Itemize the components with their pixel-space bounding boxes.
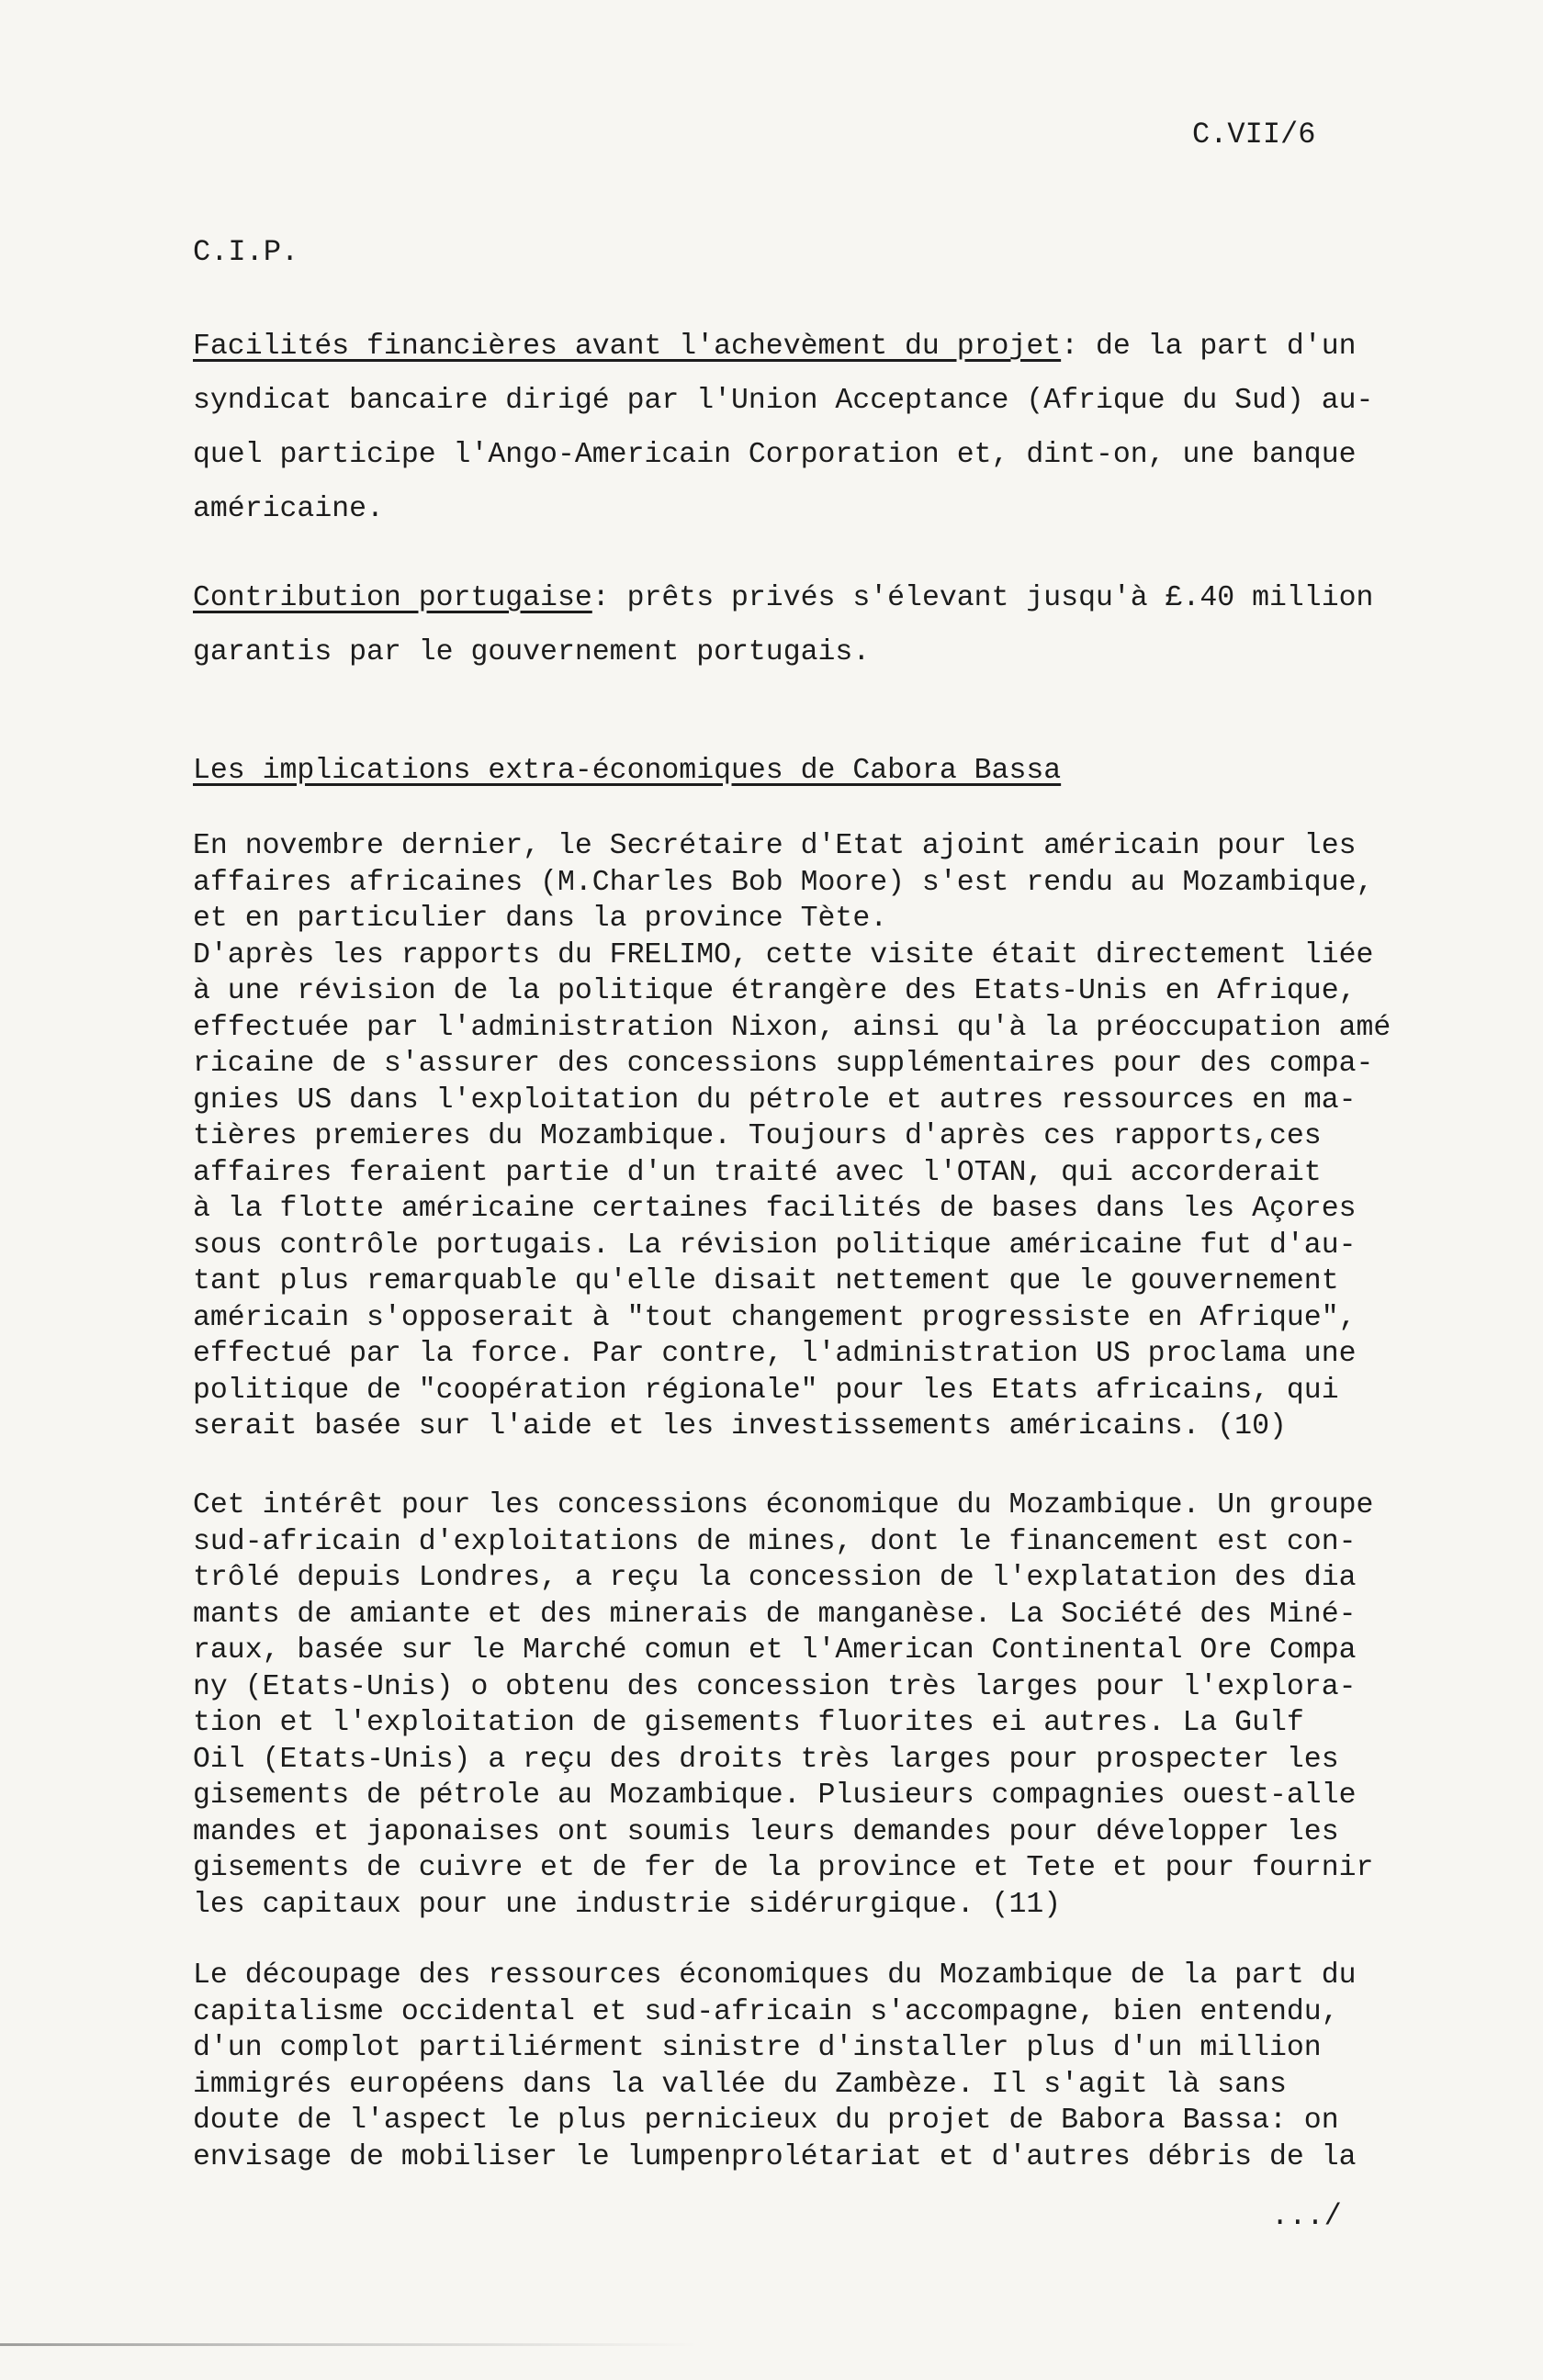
text-line: politique de "coopération régionale" pour les Etats africains, qui (193, 1374, 1339, 1407)
paragraph-1 (193, 828, 1460, 1445)
text-line: mandes et japonaises ont soumis leurs demandes pour développer les (193, 1815, 1339, 1848)
text-line: serait basée sur l'aide et les investissements américains. (10) (193, 1410, 1287, 1443)
contribution-line: garantis par le gouvernement portugais. (193, 636, 871, 668)
text-line: En novembre dernier, le Secrétaire d'Etat ajoint américain pour les (193, 830, 1357, 862)
text-line: et en particulier dans la province Tète. (193, 903, 888, 935)
text-line: affaires feraient partie d'un traité avec l'OTAN, qui accorderait (193, 1156, 1322, 1189)
organization-label: C.I.P. (193, 235, 299, 269)
text-line: D'après les rapports du FRELIMO, cette visite était directement liée (193, 938, 1374, 971)
implications-heading: Les implications extra-économiques de Cabora Bassa (193, 755, 1062, 787)
text-line: tion et l'exploitation de gisements fluorites ei autres. La Gulf (193, 1707, 1304, 1739)
text-line: tant plus remarquable qu'elle disait nettement que le gouvernement (193, 1265, 1339, 1297)
text-line: sous contrôle portugais. La révision politique américaine fut d'au- (193, 1229, 1357, 1262)
financing-line: américaine. (193, 493, 384, 525)
text-line: sud-africain d'exploitations de mines, dont le financement est con- (193, 1525, 1357, 1558)
text-line: Oil (Etats-Unis) a reçu des droits très larges pour prospecter les (193, 1743, 1339, 1776)
implications-heading-row (193, 755, 1460, 787)
text-line: doute de l'aspect le plus pernicieux du projet de Babora Bassa: on (193, 2105, 1339, 2137)
text-line: trôlé depuis Londres, a reçu la concession de l'explatation des dia (193, 1562, 1357, 1594)
text-line: d'un complot partiliérment sinistre d'installer plus d'un million (193, 2032, 1322, 2064)
text-line: tières premieres du Mozambique. Toujours d'après ces rapports,ces (193, 1120, 1322, 1152)
text-line: affaires africaines (M.Charles Bob Moore) s'est rendu au Mozambique, (193, 866, 1374, 899)
document-reference: C.VII/6 (1192, 118, 1316, 152)
text-line: gisements de cuivre et de fer de la province et Tete et pour fournir (193, 1852, 1374, 1884)
scan-edge-artifact (0, 2343, 698, 2346)
financing-section (193, 320, 1460, 536)
text-line: raux, basée sur le Marché comun et l'American Continental Ore Compa (193, 1634, 1357, 1667)
paragraph-2 (193, 1488, 1460, 1923)
text-line: capitalisme occidental et sud-africain s'accompagne, bien entendu, (193, 1995, 1339, 2028)
text-line: mants de amiante et des minerais de manganèse. La Société des Miné- (193, 1598, 1357, 1631)
paragraph-3 (193, 1958, 1460, 2175)
text-line: envisage de mobiliser le lumpenprolétariat et d'autres débris de la (193, 2140, 1357, 2173)
contribution-heading: Contribution portugaise (193, 582, 592, 614)
contribution-section (193, 571, 1460, 679)
financing-heading: Facilités financières avant l'achevèment du projet (193, 331, 1062, 363)
text-line: Le découpage des ressources économiques du Mozambique de la part du (193, 1959, 1357, 1992)
text-line: ny (Etats-Unis) o obtenu des concession très larges pour l'explora- (193, 1670, 1357, 1703)
text-line: gnies US dans l'exploitation du pétrole et autres ressources en ma- (193, 1083, 1357, 1117)
text-line: ricaine de s'assurer des concessions supplémentaires pour des compa- (193, 1048, 1374, 1080)
text-line: effectué par la force. Par contre, l'administration US proclama une (193, 1338, 1357, 1370)
financing-line: Facilités financières avant l'achevèment du projet: de la part d'un (193, 331, 1357, 363)
text-line: à une révision de la politique étrangère des Etats-Unis en Afrique, (193, 975, 1357, 1007)
text-line: les capitaux pour une industrie sidérurgique. (11) (193, 1888, 1062, 1921)
text-line: Cet intérêt pour les concessions économique du Mozambique. Un groupe (193, 1489, 1374, 1521)
text-line: gisements de pétrole au Mozambique. Plusieurs compagnies ouest-alle (193, 1779, 1357, 1812)
text-line: effectuée par l'administration Nixon, ainsi qu'à la préoccupation amé (193, 1011, 1391, 1044)
financing-line: quel participe l'Ango-Americain Corporation et, dint-on, une banque (193, 439, 1357, 471)
text-line: à la flotte américaine certaines facilités de bases dans les Açores (193, 1193, 1357, 1225)
text-line: immigrés européens dans la vallée du Zambèze. Il s'agit là sans (193, 2068, 1287, 2101)
financing-line: syndicat bancaire dirigé par l'Union Acceptance (Afrique du Sud) au- (193, 385, 1374, 417)
continuation-mark: .../ (1271, 2199, 1342, 2233)
text-line: américain s'opposerait à "tout changement progressiste en Afrique", (193, 1301, 1357, 1334)
contribution-line: Contribution portugaise: prêts privés s'élevant jusqu'à £.40 million (193, 582, 1374, 614)
